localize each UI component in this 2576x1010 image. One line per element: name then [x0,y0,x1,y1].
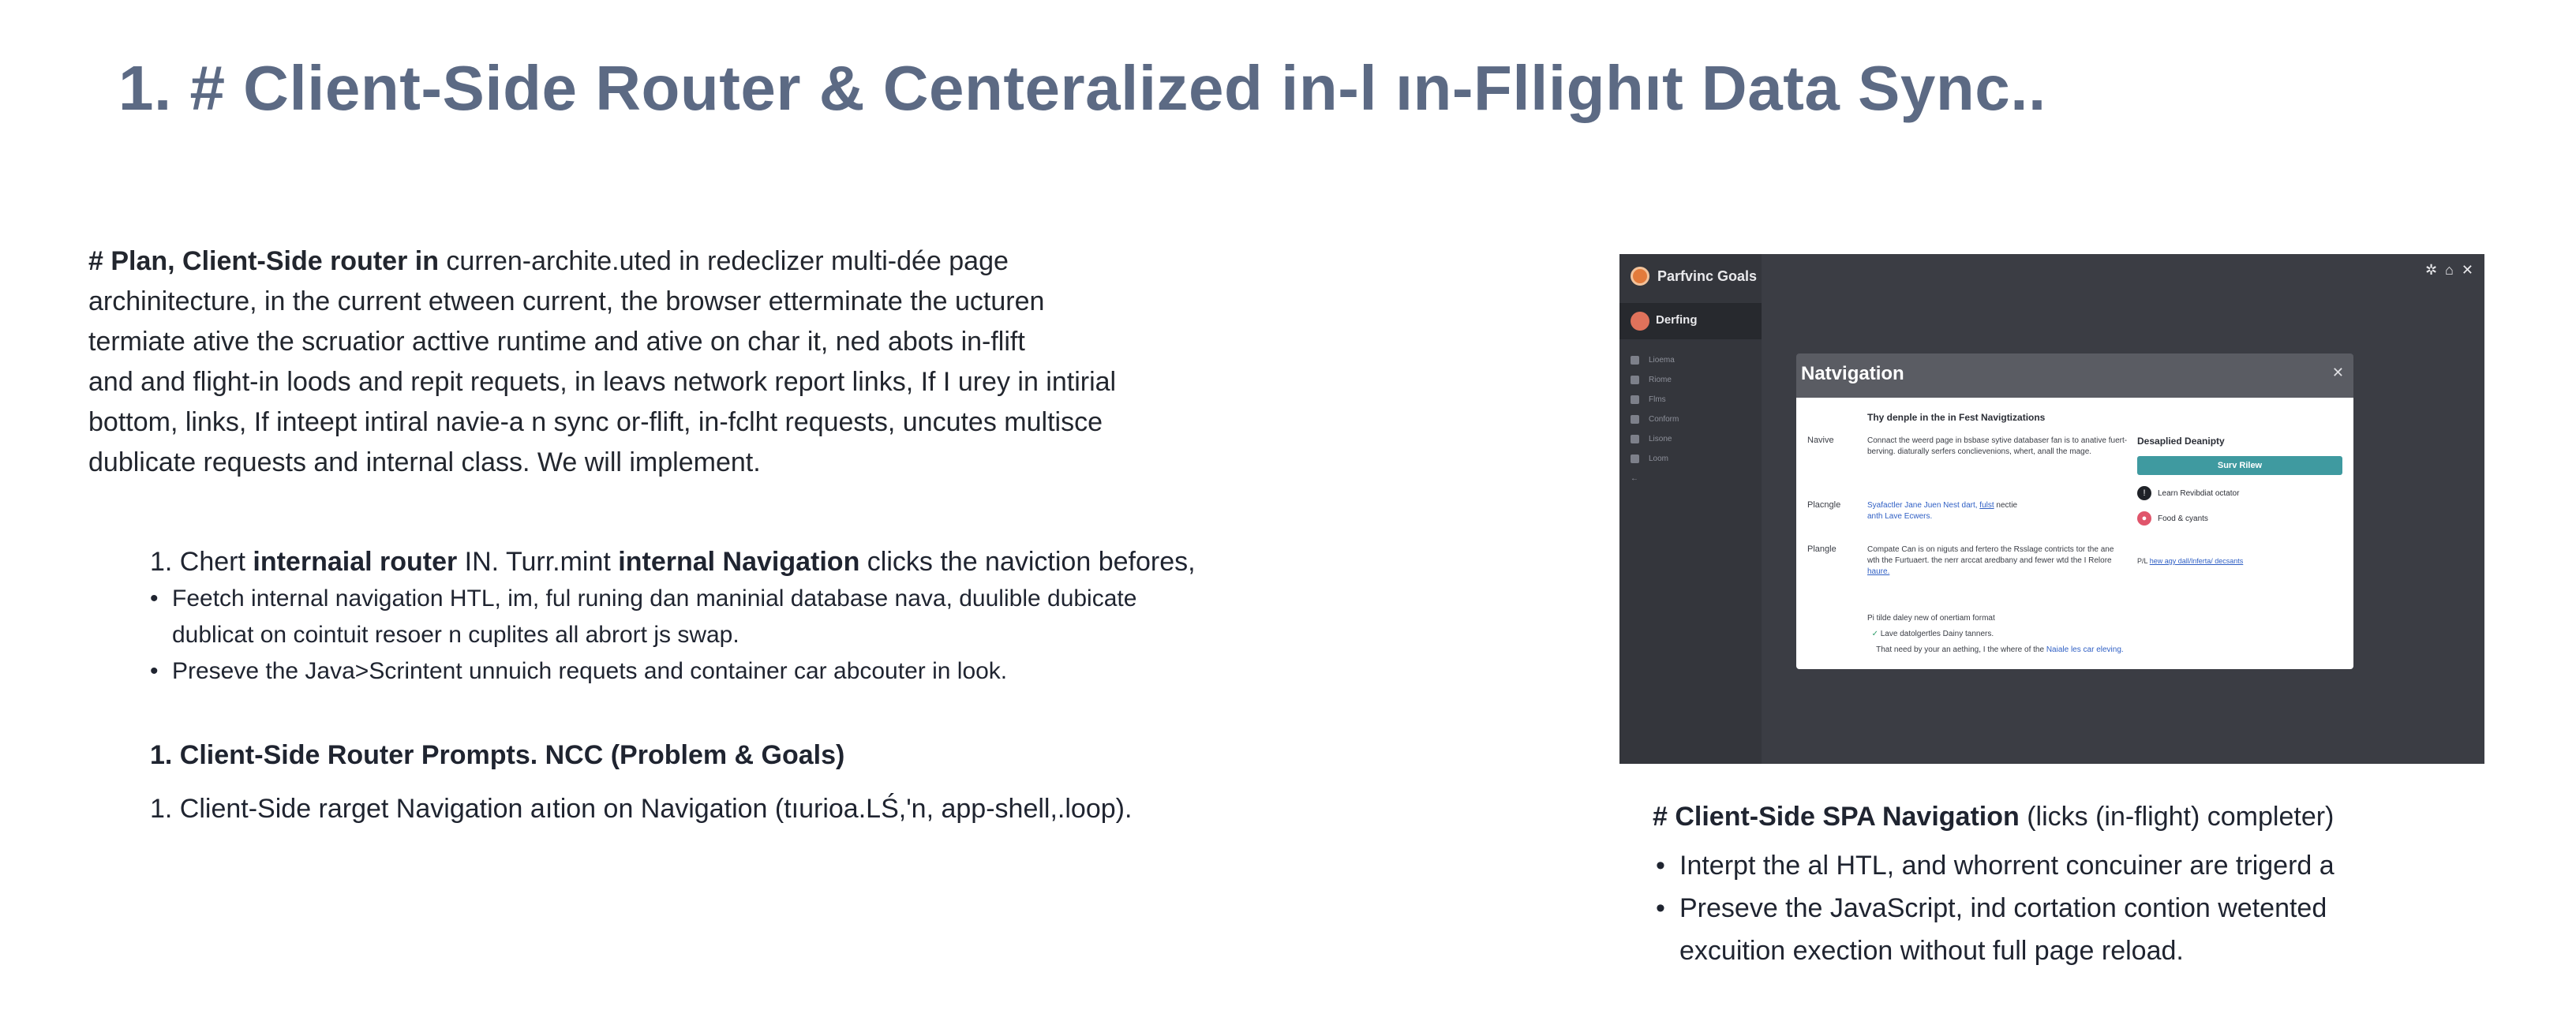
gear-icon[interactable]: ✲ [2424,262,2438,278]
modal-title: Natvigation [1801,363,1904,384]
item-icon [1631,435,1639,443]
spa-list-item-1: • Interpt the al HTL, and whorrent concuiner are trigerd a [1656,844,2548,887]
modal-bottom-notes: Pi tilde daley new of onertiam format ✓ Lave datolgertles Dainy tanners. That need by your an aething, I the where of the Naiale les car eleving. [1867,614,2124,654]
intro-lead: # Plan, Client-Side router in [88,246,439,276]
home-icon[interactable]: ⌂ [2445,262,2454,278]
bullet-dot: • [1656,893,1665,923]
bullet-dot: • [1656,851,1665,881]
sidebar-item[interactable]: Loom [1631,449,1679,469]
modal-heading: Thy denple in the in Fest Navigtizations [1867,412,2046,423]
modal-right-panel [2137,436,2342,565]
goals-heading: 1. Client-Side Router Prompts. NCC (Problem & Goals) [150,740,845,770]
right-panel-link: P/L hew agy dall/lnferta/ decsants [2137,557,2244,565]
intro-line-6: dublicate requests and internal class. We will implement. [88,447,761,477]
row-label: Plangle [1807,544,1837,554]
row-label: Placngle [1807,500,1841,510]
step-item-1: 1. Chert internaial router IN. Turr.mint internal Navigation clicks the naviction befores, [150,547,1196,577]
screenshot-sidebar [1619,254,1762,764]
spa-navigation-list [1656,844,2548,972]
intro-line-5: bottom, links, If inteept intiral navie-a n sync or-flift, in-fclht requests, uncutes multisce [88,407,1103,437]
spa-list-item-2: • Preseve the JavaScript, ind cortation contion wetented excuition exection without full page reload. [1656,887,2548,972]
step-bullet-1: • Feetch internal navigation HTL, im, ful runing dan maninial database nava, duulible dubicate dublicat on cointuit resoer n cuplites all abrort js swap. [150,581,1255,653]
surv-rilew-button[interactable]: Surv Rilew [2137,456,2342,475]
goals-item-1: 1. Client-Side rarget Navigation aıtion on Navigation (tıurioa.LŚ,'n, app-shell,.loop). [150,794,1133,824]
item-icon [1631,356,1639,365]
food-icon: ● [2137,511,2151,526]
brand-logo-icon [1631,267,1649,286]
bullet-dot: • [150,585,159,612]
window-controls [2425,262,2473,279]
intro-paragraph [88,241,1225,483]
decsants-link[interactable]: hew agy dall/lnferta/ decsants [2149,557,2244,565]
intro-line-2: archinitecture, in the current etween current, the browser etterminate the ucturen [88,286,1045,316]
sidebar-item[interactable] [1631,469,1679,488]
intro-line-1: # Plan, Client-Side router in curren-archite.uted in redeclizer multi-dée page [88,246,1009,276]
intro-line-4: and and flight-in loods and repit requets, in leavs network report links, If I urey in intirial [88,367,1117,397]
step-bullet-2: • Preseve the Java>Scrintent unnuich requets and container car abcouter in look. [150,653,1255,690]
sidebar-items [1631,350,1679,488]
bottom-link[interactable]: Naiale les car eleving. [2046,645,2124,654]
close-icon[interactable]: ✕ [2461,262,2473,278]
modal-body [1796,398,2353,669]
row-link[interactable]: fulst [1979,501,1994,510]
sidebar-item-active[interactable]: Derfing [1619,303,1762,339]
right-panel-item[interactable]: ! Learn Revibdiat octator [2137,486,2342,500]
navigation-modal [1796,354,2353,669]
item-icon [1631,395,1639,404]
screenshot-brand: Parfvinc Goals [1631,267,1757,286]
check-icon: ✓ [1871,630,1878,638]
spa-navigation-heading: # Client-Side SPA Navigation (licks (in-flight) completer) [1653,802,2334,832]
row-text: Compate Can is on niguts and fertero the Rsslage contricts tor the ane wth the Furtuaert. the nerr arccat aredbany and fewer wtd the I Relore haure. [1867,545,2114,576]
item-icon [1631,415,1639,424]
sidebar-item[interactable]: Riome [1631,370,1679,390]
bullet-dot: • [150,658,159,684]
row-text: Syafactler Jane Juen Nest dart, fulst nectie anth Lave Ecwers. [1867,501,2018,521]
row-label: Navive [1807,436,1834,445]
intro-line-3: termiate ative the scruatior acttive runtime and ative on char it, ned abots in-flift [88,327,1025,357]
app-screenshot [1619,254,2484,764]
row-link[interactable]: haure. [1867,567,1890,576]
sidebar-item[interactable]: Lioema [1631,350,1679,370]
modal-header [1796,354,2353,398]
sidebar-item[interactable]: Flms [1631,390,1679,410]
avatar [1631,312,1649,331]
sidebar-item[interactable]: Conform [1631,410,1679,429]
page-title: 1. # Client-Side Router & Centeralized in-l ın-Fllighıt Data Sync.. [118,53,2046,123]
arrow-left-icon: ← [1631,474,1638,483]
right-panel-title: Desaplied Deanipty [2137,436,2225,447]
info-icon: ! [2137,486,2151,500]
item-icon [1631,376,1639,384]
sidebar-item[interactable]: Lisone [1631,429,1679,449]
modal-close-icon[interactable]: ✕ [2331,365,2344,380]
row-text: Connact the weerd page in bsbase sytive databaser fan is to anative fuert-berving. diaturally serfers conclievenions, whert, anall the mage. [1867,436,2128,456]
steps-list [150,543,1255,690]
item-icon [1631,454,1639,463]
right-panel-item[interactable]: ● Food & cyants [2137,511,2342,526]
